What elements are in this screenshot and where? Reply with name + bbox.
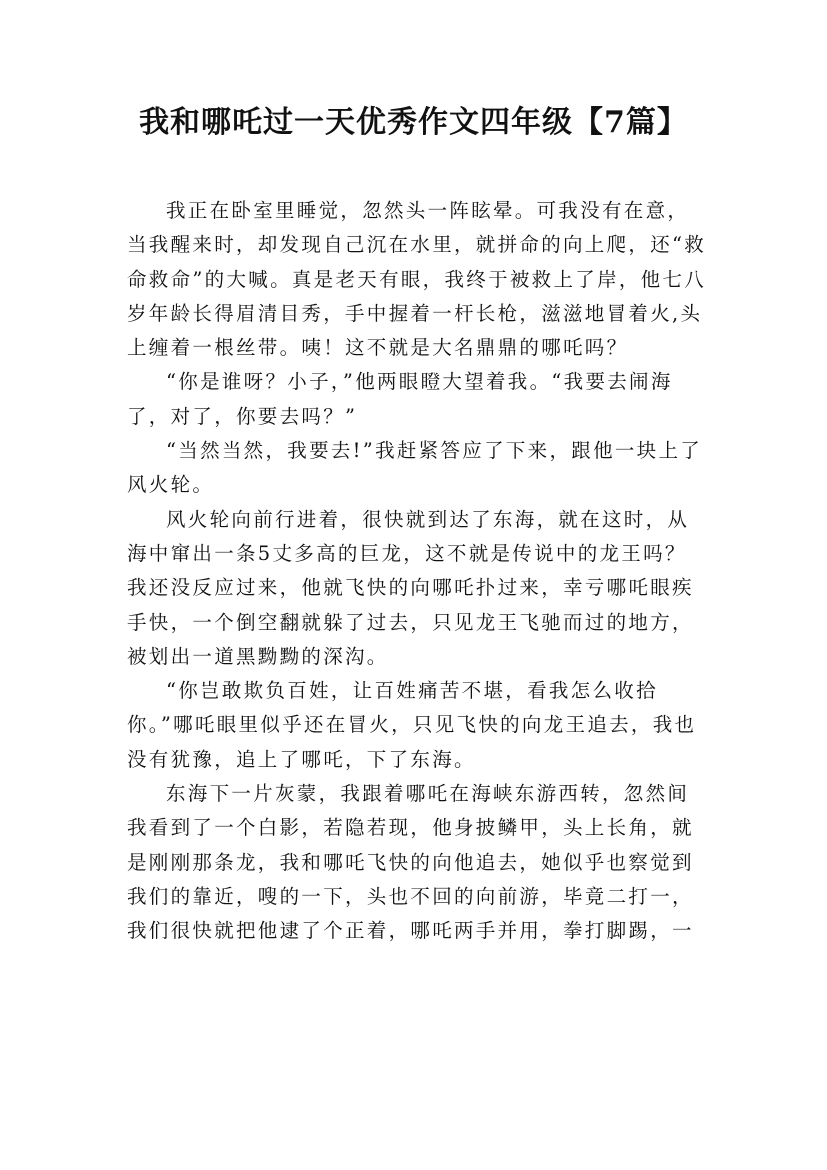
paragraph-6: 东海下一片灰蒙，我跟着哪吒在海峡东游西转，忽然间我看到了一个白影，若隐若现，他身披鳞甲，头上长角，就是刚刚那条龙，我和哪吒飞快的向他追去，她似乎也察觉到我们的靠近，嗖的一下，头也不回的向前游，毕竟二打一，我们很快就把他逮了个正着，哪吒两手并用，拳打脚踢，一 (127, 782, 694, 943)
paragraph-3: “当然当然，我要去!”我赶紧答应了下来，跟他一块上了风火轮。 (127, 439, 703, 497)
paragraph-4: 风火轮向前行进着，很快就到达了东海，就在这时，从海中窜出一条5丈多高的巨龙，这不就是传说中的龙王吗？我还没反应过来，他就飞快的向哪吒扑过来，幸亏哪吒眼疾手快，一个倒空翻就躲了过去，只见龙王飞驰而过的地方，被划出一道黑黝黝的深沟。 (127, 507, 694, 668)
paragraph-2: “你是谁呀？小子，”他两眼瞪大望着我。“我要去闹海了，对了，你要去吗？” (127, 370, 673, 428)
essay-body (127, 194, 707, 949)
paragraph-5: “你岂敢欺负百姓，让百姓痛苦不堪，看我怎么收拾你。”哪吒眼里似乎还在冒火，只见飞快的向龙王追去，我也没有犹豫，追上了哪吒，下了东海。 (127, 679, 697, 771)
document-title: 我和哪吒过一天优秀作文四年级【7篇】 (139, 105, 688, 140)
paragraph-1: 我正在卧室里睡觉，忽然头一阵眩晕。可我没有在意，当我醒来时，却发现自己沉在水里，就拼命的向上爬，还“救命救命”的大喊。真是老天有眼，我终于被救上了岸，他七八岁年龄长得眉清目秀，手中握着一杆长枪，滋滋地冒着火,头上缠着一根丝带。咦！这不就是大名鼎鼎的哪吒吗？ (127, 199, 707, 360)
